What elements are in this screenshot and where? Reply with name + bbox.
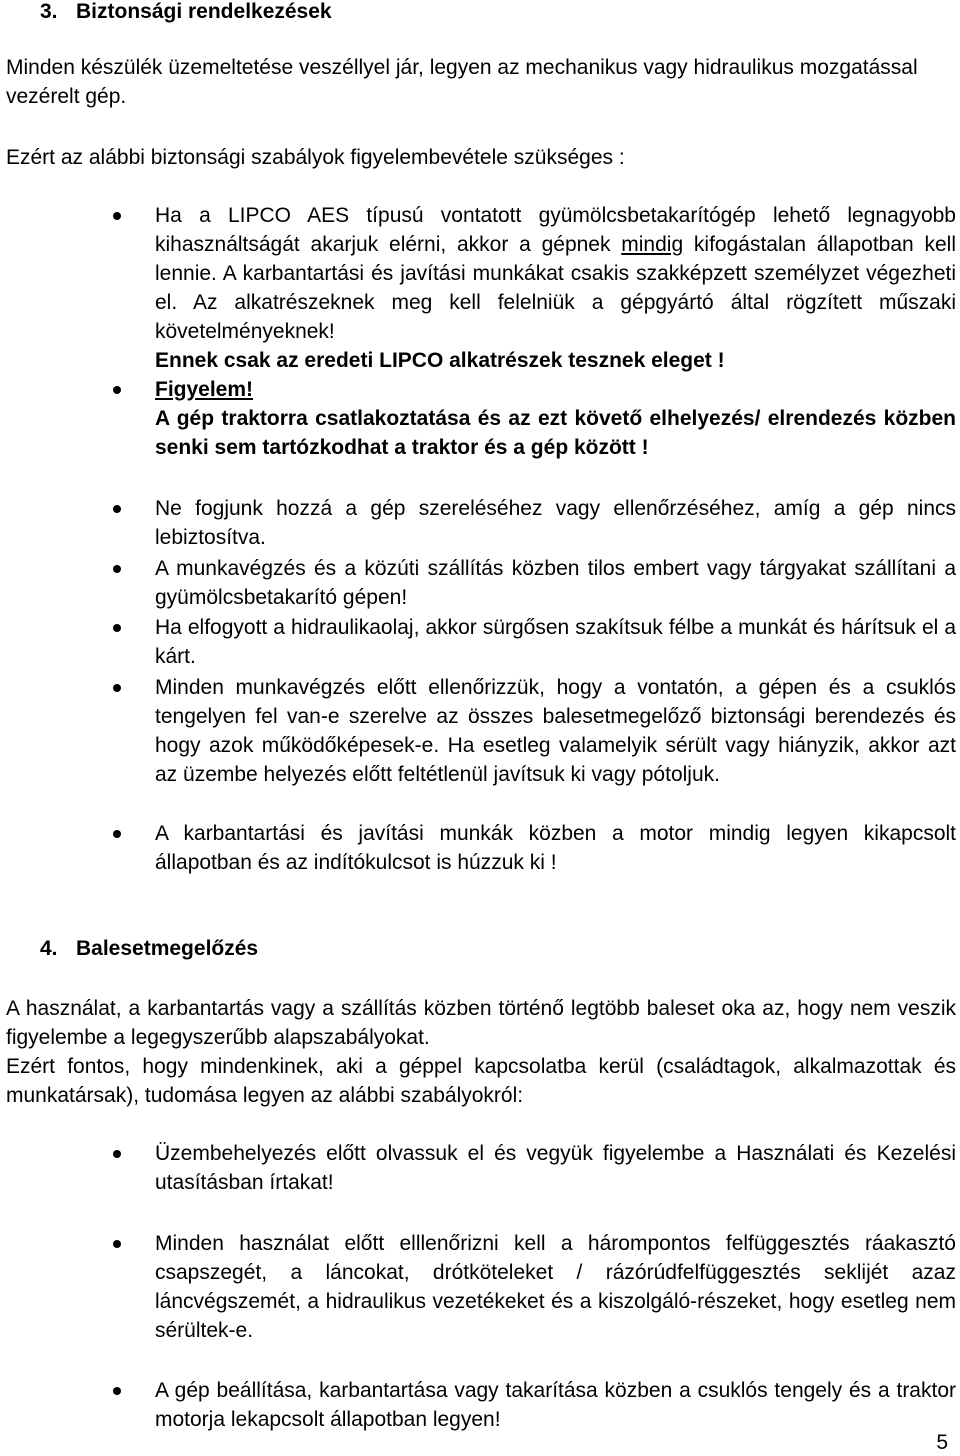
list-item	[155, 494, 956, 552]
bullet-icon	[113, 830, 121, 838]
section-3-heading	[40, 0, 332, 25]
section-4-number: 4.	[40, 937, 58, 960]
section-4-heading	[40, 936, 258, 962]
list-item	[155, 613, 956, 671]
section-3-title: Biztonsági rendelkezések	[76, 0, 332, 23]
bullet-text: Ha elfogyott a hidraulikaolaj, akkor sürgősen szakítsuk félbe a munkát és hárítsuk el a kárt.	[155, 616, 956, 668]
list-item	[155, 201, 956, 375]
list-item	[155, 554, 956, 612]
list-item	[155, 1139, 956, 1197]
list-item	[155, 375, 956, 404]
section-4-title: Balesetmegelőzés	[76, 937, 259, 960]
bullet-text: Ha a LIPCO AES típusú vontatott gyümölcsbetakarítógép lehető legnagyobb kihasználtságát akarjuk elérni, akkor a gépnek	[155, 204, 956, 256]
warning-text: A gép traktorra csatlakoztatása és az ezt követő elhelyezés/ elrendezés közben senki sem tartózkodhat a traktor és a gép között !	[155, 407, 956, 459]
bullet-icon	[113, 386, 121, 394]
underlined-word: mindig	[621, 233, 684, 256]
bullet-text: kifogástalan állapotban kell lennie. A karbantartási és javítási munkákat csakis szakképzett személyzet végezheti el. Az alkatrészeknek meg kell felelniük a gépgyártó által rögzített műszaki követelményeknek!	[155, 233, 956, 343]
section-3-lead: Ezért az alábbi biztonsági szabályok figyelembevétele szükséges :	[6, 146, 625, 169]
warning-title: Figyelem!	[155, 378, 254, 401]
section-3-number: 3.	[40, 0, 58, 23]
page-number: 5	[936, 1431, 948, 1454]
list-item	[155, 1376, 956, 1434]
bullet-icon	[113, 624, 121, 632]
bullet-text: Üzembehelyezés előtt olvassuk el és vegyük figyelembe a Használati és Kezelési utasításban írtakat!	[155, 1142, 956, 1194]
bullet-text: Minden munkavégzés előtt ellenőrizzük, hogy a vontatón, a gépen és a csuklós tengelyen fel van-e szerelve az összes balesetmegelőző biztonsági berendezés és hogy azok működőképesek-e. Ha esetleg valamelyik sérült vagy hiányzik, akkor azt az üzembe helyezés előtt feltétlenül javítsuk ki vagy pótoljuk.	[155, 676, 956, 786]
list-item	[155, 673, 956, 789]
bullet-icon	[113, 565, 121, 573]
section-4-paragraph-1: A használat, a karbantartás vagy a szállítás közben történő legtöbb baleset oka az, hogy nem veszik figyelembe a legegyszerűbb alapszabályokat.	[6, 997, 956, 1049]
bullet-text: Ne fogjunk hozzá a gép szereléséhez vagy ellenőrzéséhez, amíg a gép nincs lebiztosítva.	[155, 497, 956, 549]
bullet-icon	[113, 1387, 121, 1395]
bullet-text: Minden használat előtt elllenőrizni kell a hárompontos felfüggesztés ráakasztó csapszegét, a láncokat, drótköteleket / rázórúdfelfüggesztés seklijét azaz láncvégszemét, a hidraulikus vezetékeket és a kiszolgáló-részeket, hogy esetleg nem sérültek-e.	[155, 1232, 956, 1342]
bullet-text: A munkavégzés és a közúti szállítás közben tilos embert vagy tárgyakat szállítani a gyümölcsbetakarító gépen!	[155, 557, 956, 609]
bullet-text: A karbantartási és javítási munkák közben a motor mindig legyen kikapcsolt állapotban és az indítókulcsot is húzzuk ki !	[155, 822, 956, 874]
bold-note: Ennek csak az eredeti LIPCO alkatrészek tesznek eleget !	[155, 349, 725, 372]
bullet-icon	[113, 1240, 121, 1248]
bullet-icon	[113, 684, 121, 692]
list-item	[155, 1229, 956, 1345]
list-item	[155, 404, 956, 462]
section-4-paragraph-2: Ezért fontos, hogy mindenkinek, aki a géppel kapcsolatba kerül (családtagok, alkalmazottak és munkatársak), tudomása legyen az alábbi szabályokról:	[6, 1055, 956, 1107]
list-item	[155, 819, 956, 877]
section-3-intro: Minden készülék üzemeltetése veszéllyel jár, legyen az mechanikus vagy hidraulikus mozgatással vezérelt gép.	[6, 56, 918, 108]
bullet-icon	[113, 212, 121, 220]
bullet-icon	[113, 505, 121, 513]
bullet-icon	[113, 1150, 121, 1158]
bullet-text: A gép beállítása, karbantartása vagy takarítása közben a csuklós tengely és a traktor motorja lekapcsolt állapotban legyen!	[155, 1379, 956, 1431]
